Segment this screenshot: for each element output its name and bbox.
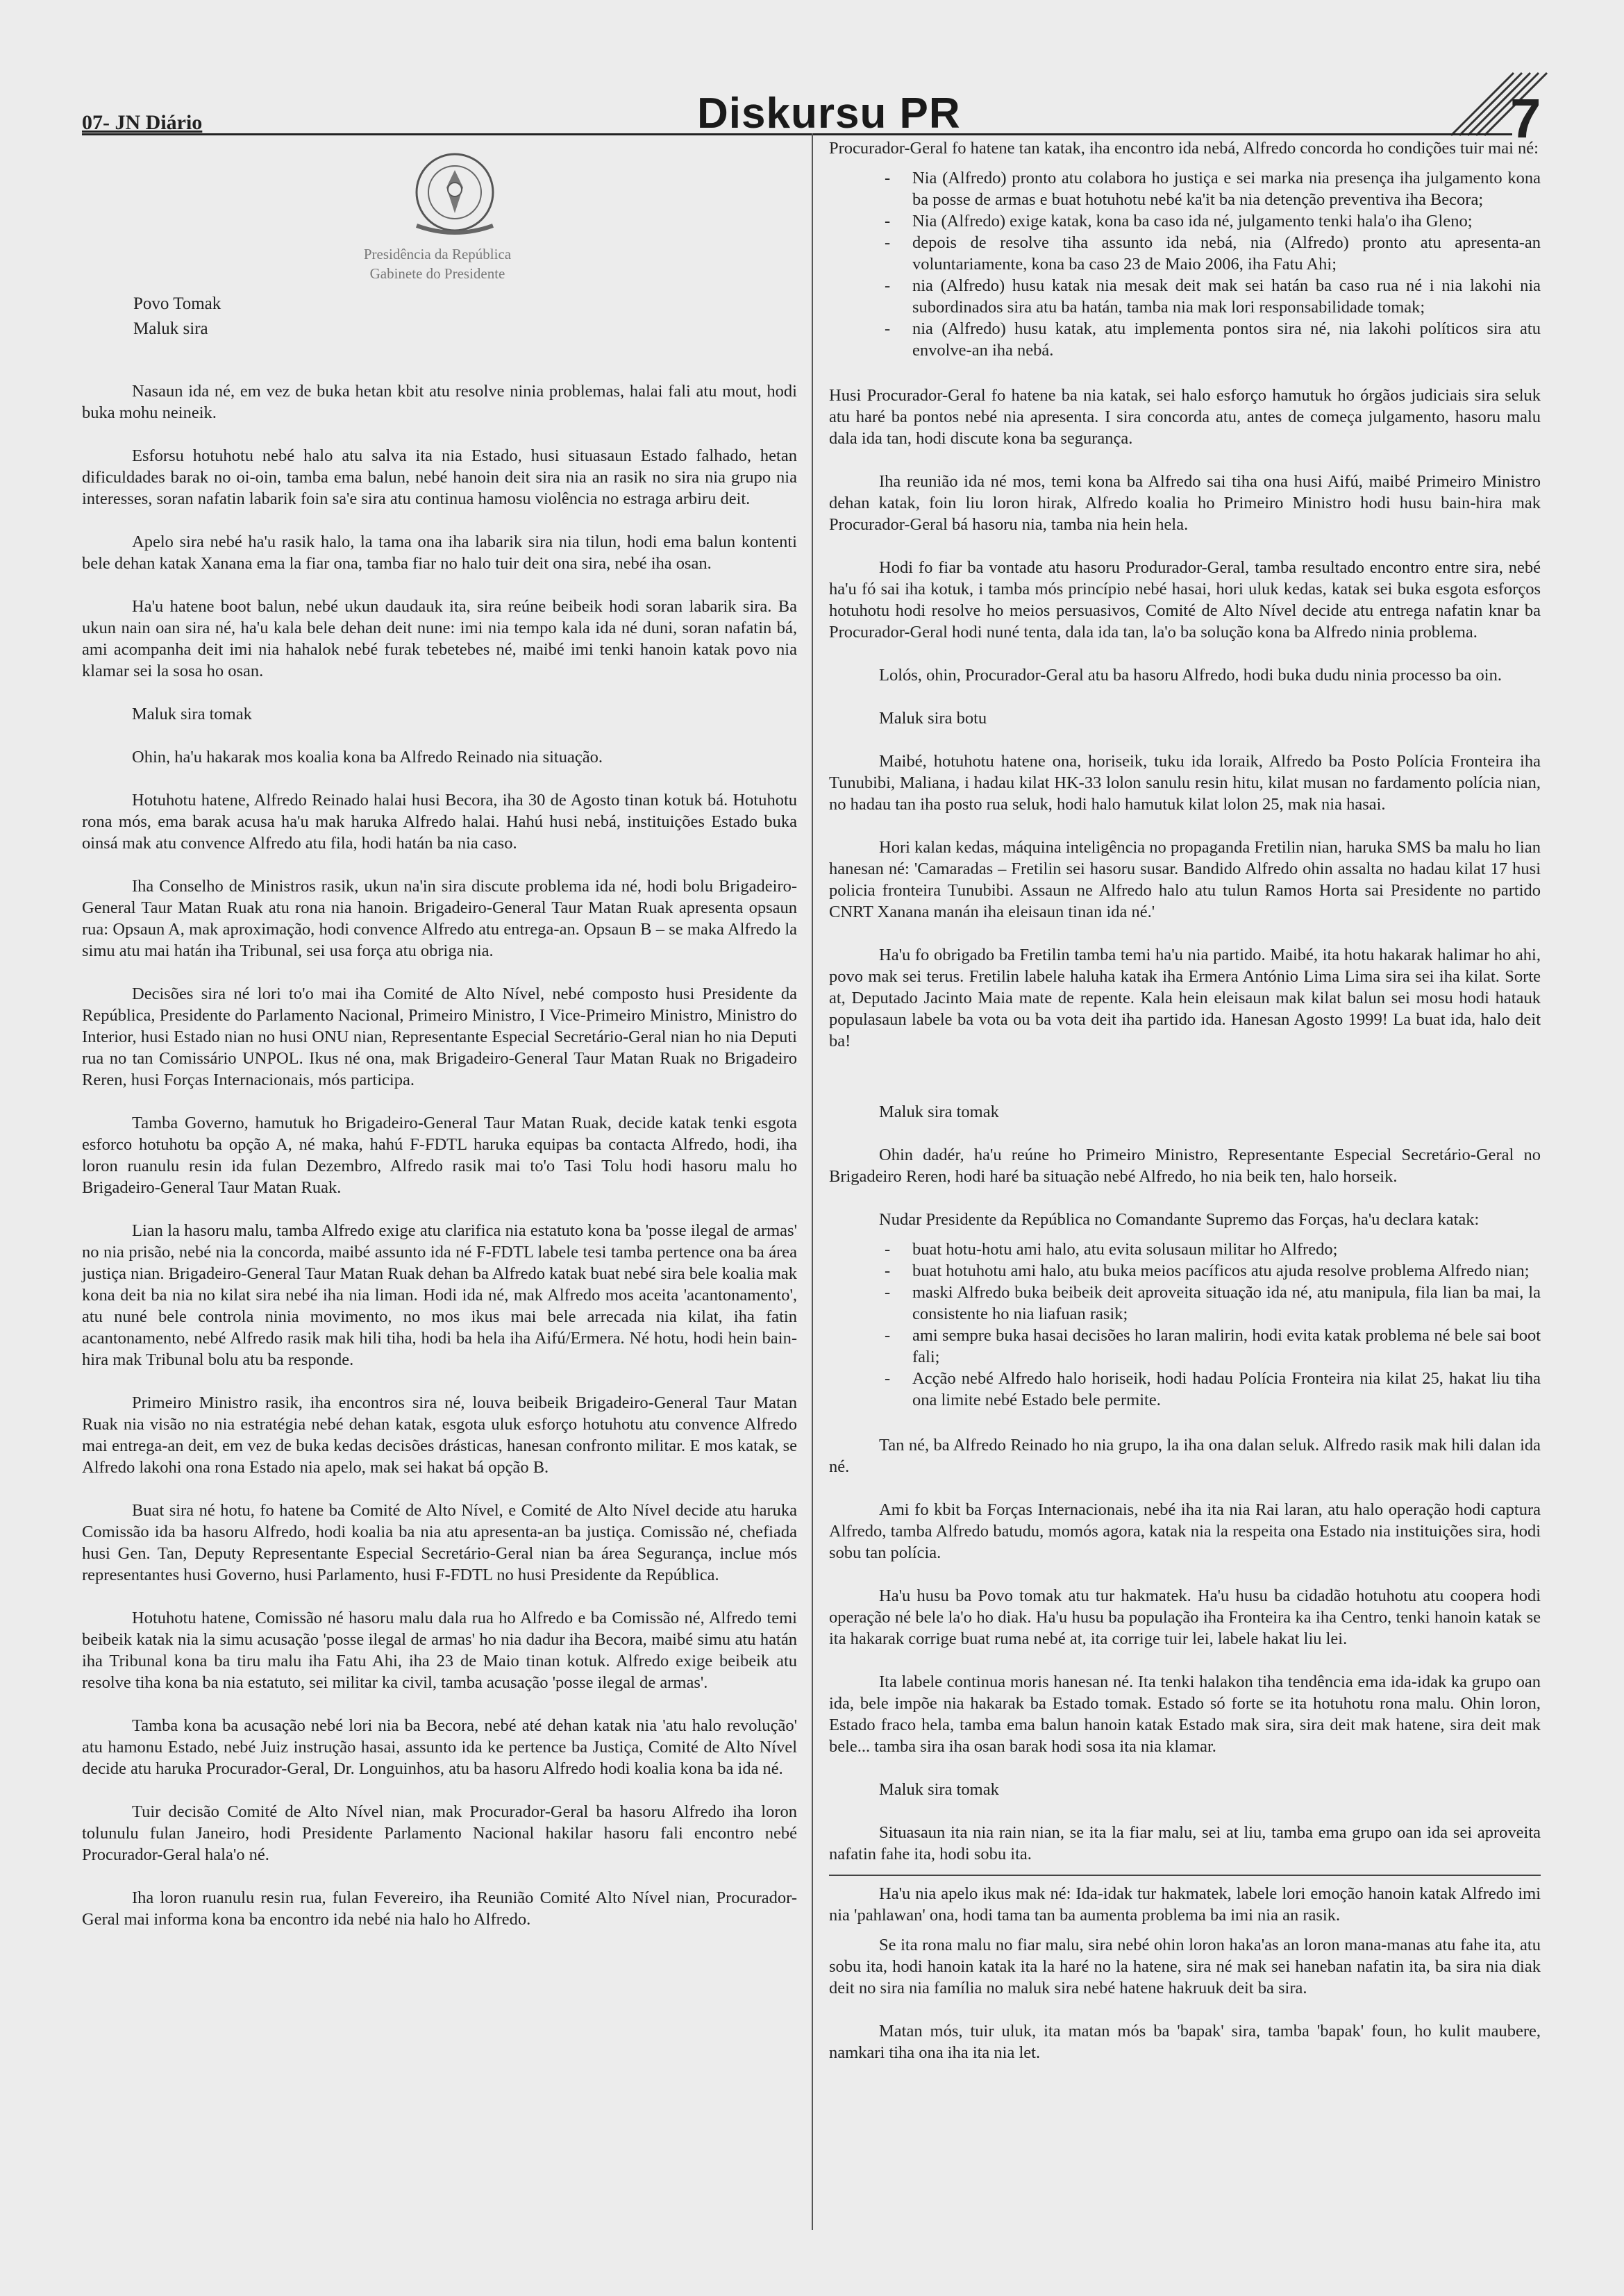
paragraph: Ha'u fo obrigado ba Fretilin tamba temi ha'u nia partido. Maibé, ita hotu hakarak halimar ho ahi, povo mak sei terus. Fretilin labele haluha katak iha Ermera António Lima Lima sira sei iha kilat. Sorte at, Deputado Jacinto Maia mate de repente. Kala hein eleisaun mak kilat balun sei mosu hodi hatauk populasaun labele ba vota ou ba vota deit iha partido ida. Hanesan Agosto 1999! La buat ida, halo deit ba! [829, 946, 1541, 1050]
section-heading: Maluk sira botu [879, 709, 987, 728]
paragraph: Tuir decisão Comité de Alto Nível nian, mak Procurador-Geral ba hasoru Alfredo iha loron tolunulu fulan Janeiro, hodi Presidente Parlamento Nacional hakilar hasoru fali encontro nebé Procurador-Geral hala'o né. [82, 1802, 797, 1864]
paragraph: Ohin, ha'u hakarak mos koalia kona ba Alfredo Reinado nia situação. [132, 748, 603, 766]
section-heading: Maluk sira tomak [879, 1780, 999, 1799]
paragraph: Husi Procurador-Geral fo hatene ba nia katak, sei halo esforço hamutuk ho órgãos judiciais sira seluk atu haré ba pontos nebé nia apresenta. I sira concorda atu, antes de começa julgamento, hasoru malu dala ida tan, hodi discute kona ba segurança. [829, 386, 1541, 448]
paragraph: Ami fo kbit ba Forças Internacionais, nebé iha ita nia Rai laran, atu halo operação hodi captura Alfredo, tamba Alfredo batudu, momós agora, katak nia la respeita ona Estado nia instituições sira, hodi sobu tan polícia. [829, 1500, 1541, 1562]
page-title: Diskursu PR [697, 90, 961, 137]
paragraph: Iha loron ruanulu resin rua, fulan Fevereiro, iha Reunião Comité Alto Nível nian, Procurador-Geral mai informa kona ba encontro ida nebé nia halo ho Alfredo. [82, 1888, 797, 1929]
declaration-list [829, 1239, 1541, 1411]
paragraph: Ha'u husu ba Povo tomak atu tur hakmatek. Ha'u husu ba cidadão hotuhotu atu coopera hodi operação né bele la'o ho diak. Ha'u husu ba população iha Fronteira ka iha Centro, tenki hanoin katak se ita hakarak corrige buat ruma nebé at, ita corrige tuir lei, labele hakat liu lei. [829, 1586, 1541, 1648]
paragraph: Decisões sira né lori to'o mai iha Comité de Alto Nível, nebé composto husi Presidente da República, Presidente do Parlamento Nacional, Primeiro Ministro, I Vice-Primeiro Ministro, Ministro do Interior, husi Estado nian no husi ONU nian, Representante Especial Secretário-Geral nian ho nia Deputi rua no tan Comissário UNPOL. Ikus né ona, mak Brigadeiro-General Taur Matan Ruak no Brigadeiro Reren, husi Forças Internacionais, mós participa. [82, 984, 797, 1089]
paragraph: Iha reunião ida né mos, temi kona ba Alfredo sai tiha ona husi Aifú, maibé Primeiro Ministro dehan katak, foin liu loron hirak, Alfredo koalia ho Primeiro Ministro hodi husu bain-hira mak Procurador-Geral bá hasoru nia, tamba nia hein hela. [829, 472, 1541, 534]
salutation [133, 292, 221, 342]
column-divider [812, 133, 813, 2230]
seal-caption [299, 244, 576, 283]
paragraph: Hodi fo fiar ba vontade atu hasoru Produrador-Geral, tamba resultado encontro entre sira, nebé ha'u fó sai iha kotuk, i tamba mós princípio nebé hasai, hori uluk kedas, katak sei buka esgota esforços hotuhotu hodi resolve ho meios persuasivos, Comité de Alto Nível decide atu entrega nafatin knar ba Procurador-Geral hodi nuné tenta, dala ida tan, la'o ba solução kona ba Alfredo ninia problema. [829, 558, 1541, 642]
header-divider [82, 133, 1512, 135]
list-item: - ami sempre buka hasai decisões ho laran malirin, hodi evita katak problema né bele sai boot fali; [885, 1325, 1541, 1368]
seal-line-1: Presidência da República [363, 246, 512, 262]
right-column [829, 137, 1541, 2085]
paragraph: Hotuhotu hatene, Comissão né hasoru malu dala rua ho Alfredo e ba Comissão né, Alfredo temi beibeik katak nia la simu acusação 'posse ilegal de armas' ho nia dadur iha Becora, maibé simu atu hatán iha Tribunal kona ba tiru malu iha Fatu Ahi, iha 23 de Maio tinan kotuk. Alfredo exige beibeik atu resolve tiha kona ba nia estatuto, sei militar ka civil, tamba acusação 'posse ilegal de armas'. [82, 1609, 797, 1692]
left-column [82, 380, 797, 1952]
paragraph: Ha'u nia apelo ikus mak né: Ida-idak tur hakmatek, labele lori emoção hanoin katak Alfredo imi nia 'pahlawan' ona, hodi tama tan ba aumenta problema ba imi nia an rasik. [829, 1884, 1541, 1925]
paragraph: Hotuhotu hatene, Alfredo Reinado halai husi Becora, iha 30 de Agosto tinan kotuk bá. Hotuhotu rona mós, ema barak acusa ha'u mak haruka Alfredo halai. Hahú husi nebá, instituições Estado buka oinsá mak atu convence Alfredo atu fila, hodi hatán ba nia caso. [82, 791, 797, 853]
paragraph: Maibé, hotuhotu hatene ona, horiseik, tuku ida loraik, Alfredo ba Posto Polícia Fronteira iha Tunubibi, Maliana, i hadau kilat HK-33 lolon sanulu resin hitu, kilat musan no fardamento polícia nian, no hadau tan iha posto rua seluk, hodi halo hamutuk kilat lolon 25, mak nia hasai. [829, 752, 1541, 814]
section-heading: Maluk sira tomak [879, 1103, 999, 1121]
paragraph: Apelo sira nebé ha'u rasik halo, la tama ona iha labarik sira nia tilun, hodi ema balun kontenti bele dehan katak Xanana ema la fiar ona, tamba fiar no halo tuir deit ona sira, nebé iha osan. [82, 533, 797, 573]
presidential-seal-icon [385, 149, 524, 240]
paragraph: Tamba Governo, hamutuk ho Brigadeiro-General Taur Matan Ruak, decide katak tenki esgota esforco hotuhotu ba opção A, né maka, hahú F-FDTL haruka equipas ba contacta Alfredo, hodi, iha loron ruanulu resin ida fulan Dezembro, Alfredo rasik mai to'o Tasi Tolu hodi hasoru malu ho Brigadeiro-General Taur Matan Ruak. [82, 1114, 797, 1197]
list-item: - nia (Alfredo) husu katak, atu implementa pontos sira né, nia lakohi políticos sira atu envolve-an iha nebá. [885, 318, 1541, 361]
paragraph: Ohin dadér, ha'u reúne ho Primeiro Ministro, Representante Especial Secretário-Geral no Brigadeiro Reren, hodi haré ba situação nebé Alfredo, ho nia beik ten, halo horseik. [829, 1146, 1541, 1186]
page-number: 7 [1510, 87, 1541, 149]
list-item: - Nia (Alfredo) exige katak, kona ba caso ida né, julgamento tenki hala'o iha Gleno; [885, 210, 1541, 232]
list-item: - buat hotu-hotu ami halo, atu evita solusaun militar ho Alfredo; [885, 1239, 1541, 1260]
salutation-line-2: Maluk sira [133, 319, 208, 338]
list-item: - Nia (Alfredo) pronto atu colabora ho justiça e sei marka nia presença iha julgamento kona ba posse de armas e buat hotuhotu nebé ka'it ba nia detenção preventiva iha Becora; [885, 167, 1541, 210]
paragraph: Nudar Presidente da República no Comandante Supremo das Forças, ha'u declara katak: [879, 1210, 1480, 1229]
section-divider [829, 1875, 1541, 1876]
paragraph: Ita labele continua moris hanesan né. Ita tenki halakon tiha tendência ema ida-idak ka grupo oan ida, bele impõe nia hakarak ba Estado tomak. Estado só forte se ita hotuhotu rona malu. Ohin loron, Estado fraco hela, tamba ema balun hanoin katak Estado mak sira, sira deit mak hatene, sira deit mak bele... tamba sira iha osan barak hodi sosa ita nia klamar. [829, 1673, 1541, 1756]
paragraph: Buat sira né hotu, fo hatene ba Comité de Alto Nível, e Comité de Alto Nível decide atu haruka Comissão ida ba hasoru Alfredo, hodi koalia ba nia atu apresenta-an ba justiça. Comissão né, chefiada husi Gen. Tan, Deputy Representante Especial Secretário-Geral nian ba área Segurança, inclue mós representantes husi Governo, husi Parlamento, husi F-FDTL no husi Presidente da República. [82, 1501, 797, 1584]
paragraph: Esforsu hotuhotu nebé halo atu salva ita nia Estado, husi situasaun Estado falhado, hetan dificuldades barak no oi-oin, tamba ema balun, nebé hanoin deit sira nia an rasik no sira nia grupo nia interesses, soran nafatin labarik foin sa'e sira atu continua hamosu violência no estraga arbiru deit. [82, 446, 797, 508]
paragraph: Primeiro Ministro rasik, iha encontros sira né, louva beibeik Brigadeiro-General Taur Matan Ruak nia visão no nia estratégia nebé dehan katak, esgota uluk esforço hotuhotu atu convence Alfredo mai entrega-an deit, em vez de buka kedas decisões drásticas, hanesan confronto militar. E mos katak, se Alfredo lakohi ona rona Estado nia apelo, mak sei hakat bá opção B. [82, 1393, 797, 1477]
paragraph: Iha Conselho de Ministros rasik, ukun na'in sira discute problema ida né, hodi bolu Brigadeiro-General Taur Matan Ruak atu rona nia hanoin. Brigadeiro-General Taur Matan Ruak apresenta opsaun rua: Opsaun A, mak aproximação, hodi convence Alfredo atu entrega-an. Opsaun B – se maka Alfredo la simu atu mai hatán iha Tribunal, sei usa força atu obriga nia. [82, 877, 797, 960]
paragraph: Tamba kona ba acusação nebé lori nia ba Becora, nebé até dehan katak nia 'atu halo revolução' atu hamonu Estado, nebé Juiz instrução hasai, assunto ida ke pertence ba Justiça, Comité de Alto Nível decide atu haruka Procurador-Geral, Dr. Longuinhos, atu ba hasoru Alfredo hodi koalia kona ba ida né. [82, 1716, 797, 1778]
list-item: - Acção nebé Alfredo halo horiseik, hodi hadau Polícia Fronteira nia kilat 25, hakat liu tiha ona limite nebé Estado bele permite. [885, 1368, 1541, 1411]
section-heading: Maluk sira tomak [132, 705, 252, 723]
paragraph: Matan mós, tuir uluk, ita matan mós ba 'bapak' sira, tamba 'bapak' foun, ho kulit maubere, namkari tiha ona iha ita nia let. [829, 2022, 1541, 2062]
conditions-list [829, 167, 1541, 361]
paragraph: Tan né, ba Alfredo Reinado ho nia grupo, la iha ona dalan seluk. Alfredo rasik mak hili dalan ida né. [829, 1436, 1541, 1476]
paragraph: Lolós, ohin, Procurador-Geral atu ba hasoru Alfredo, hodi buka dudu ninia processo ba oin. [879, 666, 1502, 685]
paragraph: Nasaun ida né, em vez de buka hetan kbit atu resolve ninia problemas, halai fali atu mout, hodi buka mohu neineik. [82, 382, 797, 422]
list-item: - depois de resolve tiha assunto ida nebá, nia (Alfredo) pronto atu apresenta-an voluntariamente, kona ba caso 23 de Maio 2006, iha Fatu Ahi; [885, 232, 1541, 275]
seal-line-2: Gabinete do Presidente [369, 265, 505, 282]
paragraph: Ha'u hatene boot balun, nebé ukun daudauk ita, sira reúne beibeik hodi soran labarik sira. Ba ukun nain oan sira né, ha'u kala bele dehan deit nune: imi nia tempo kala ida né duni, soran nafatin bá, ami acompanha deit imi nia hahalok nebé furak tebetebes né, maibé imi tenki hanoin katak povo nia klamar sei la sosa ho osan. [82, 597, 797, 680]
list-item: - maski Alfredo buka beibeik deit aproveita situação ida né, atu manipula, fila lian ba mai, la consistente ho nia liafuan rasik; [885, 1282, 1541, 1325]
paragraph: Lian la hasoru malu, tamba Alfredo exige atu clarifica nia estatuto kona ba 'posse ilegal de armas' no nia prisão, nebé nia la concorda, maibé assunto ida né F-FDTL labele tesi tamba pertence ona ba área justiça nian. Brigadeiro-General Taur Matan Ruak dehan ba Alfredo katak buat nebé sira bele koalia mak kona deit ba nia no kilat sira nebé iha nia liman. Hodi ida né, mak Alfredo mos aceita 'acantonamento', atu nuné bele controla ninia movimento, no mos ikus mai bele arrecada nia kilat, iha fatin acantonamento, nebé Alfredo rasik mak hili tiha, hodi ba hela iha Aifú/Ermera. Né hotu, hodi hein bain-hira mak Tribunal bolu atu ba responde. [82, 1221, 797, 1369]
paragraph: Situasaun ita nia rain nian, se ita la fiar malu, sei at liu, tamba ema grupo oan ida sei aproveita nafatin fahe ita, hodi sobu ita. [829, 1823, 1541, 1863]
list-item: - buat hotuhotu ami halo, atu buka meios pacíficos atu ajuda resolve problema Alfredo nian; [885, 1260, 1541, 1282]
paragraph: Se ita rona malu no fiar malu, sira nebé ohin loron haka'as an loron mana-manas atu fahe ita, atu sobu ita, hodi hanoin katak ita la haré no la hatene, sira né mak sei haneban nafatin ita, ba sira nia diak deit no sira nia família no maluk sira nebé hatene hakruuk deit ba sira. [829, 1936, 1541, 1997]
paragraph: Procurador-Geral fo hatene tan katak, iha encontro ida nebá, Alfredo concorda ho condições tuir mai né: [829, 139, 1539, 158]
newspaper-label: 07- JN Diário [82, 111, 203, 134]
list-item: - nia (Alfredo) husu katak nia mesak deit mak sei hatán ba caso rua né i nia lakohi nia subordinados sira atu ba hatán, tamba nia mak lori responsabilidade tomak; [885, 275, 1541, 318]
paragraph: Hori kalan kedas, máquina inteligência no propaganda Fretilin nian, haruka SMS ba malu ho lian hanesan né: 'Camaradas – Fretilin sei hasoru susar. Bandido Alfredo ohin assalta no hadau kilat 17 husi policia fronteira Tunubibi. Assaun ne Alfredo halo atu tulun Ramos Horta sai Presidente no partido CNRT Xanana manán iha eleisaun tinan ida né.' [829, 838, 1541, 921]
salutation-line-1: Povo Tomak [133, 294, 221, 313]
spacer [829, 1073, 1541, 1101]
